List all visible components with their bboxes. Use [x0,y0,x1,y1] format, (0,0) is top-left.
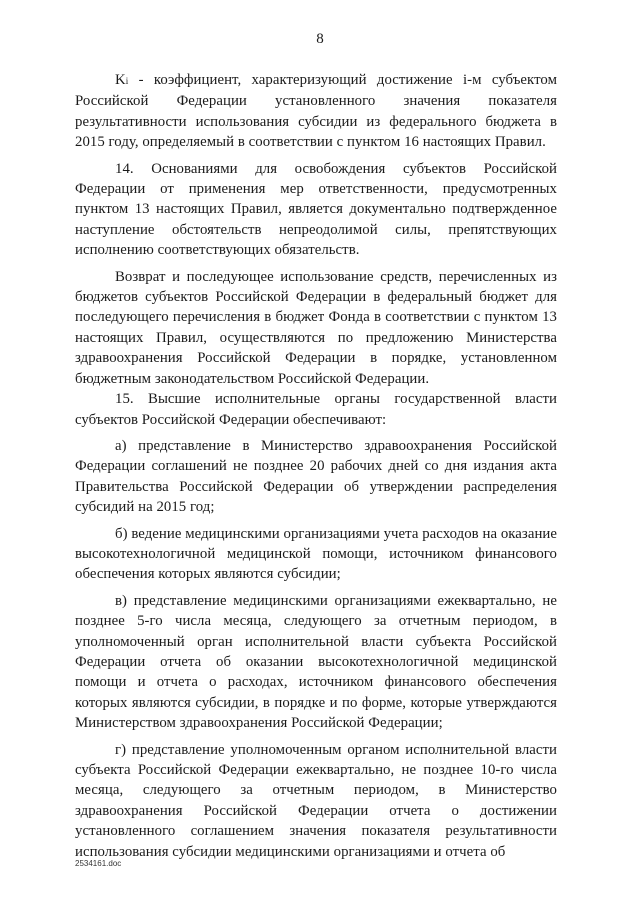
page-number: 8 [316,31,324,47]
coefficient-symbol: K [115,72,126,88]
paragraph-15: 15. Высшие исполнительные органы государственной власти субъектов Российской Федерации обеспечивают: [75,391,557,428]
paragraph-15-g: г) представление уполномоченным органом исполнительной власти субъекта Российской Федерации ежеквартально, не позднее 10-го числа месяца, следующего за отчетным периодом, в Министерство здравоохранения Российской Федерации отчета о достижении установленного соглашением значения показателя результативности использования субсидии медицинскими организациями и отчета об [75,741,557,860]
document-body [75,70,557,862]
paragraph-refund: Возврат и последующее использование средств, перечисленных из бюджетов субъектов Российской Федерации в федеральный бюджет для последующего перечисления в бюджет Фонда в соответствии с пунктом 13 настоящих Правил, осуществляются по предложению Министерства здравоохранения Российской Федерации в порядке, установленном бюджетным законодательством Российской Федерации. [75,268,557,387]
paragraph-15-b: б) ведение медицинскими организациями учета расходов на оказание высокотехнологичной медицинской помощи, источником финансового обеспечения которых являются субсидии; [75,525,557,583]
paragraph-15-v: в) представление медицинскими организациями ежеквартально, не позднее 5-го числа месяца, следующего за отчетным периодом, в уполномоченный орган исполнительной власти субъекта Российской Федерации отчета об оказании высокотехнологичной медицинской помощи и отчета о расходах, источником финансового обеспечения которых являются субсидии, в порядке и по форме, которые утверждаются Министерством здравоохранения Российской Федерации; [75,592,557,732]
footer-file-name: 2534161.doc [75,859,122,868]
coefficient-definition-text: - коэффициент, характеризующий достижение i-м субъектом Российской Федерации установленного значения показателя результативности использования субсидии из федерального бюджета в 2015 году, определяемый в соответствии с пунктом 16 настоящих Правил. [75,72,557,151]
paragraph-coefficient-definition [75,70,557,153]
paragraph-14: 14. Основаниями для освобождения субъектов Российской Федерации от применения мер ответственности, предусмотренных пунктом 13 настоящих Правил, является документально подтвержденное наступление обстоятельств непреодолимой силы, препятствующих исполнению соответствующих обязательств. [75,160,557,259]
coefficient-subscript: i [125,76,129,86]
paragraph-15-a: а) представление в Министерство здравоохранения Российской Федерации соглашений не позднее 20 рабочих дней со дня издания акта Правительства Российской Федерации об утверждении распределения субсидий на 2015 год; [75,437,557,516]
